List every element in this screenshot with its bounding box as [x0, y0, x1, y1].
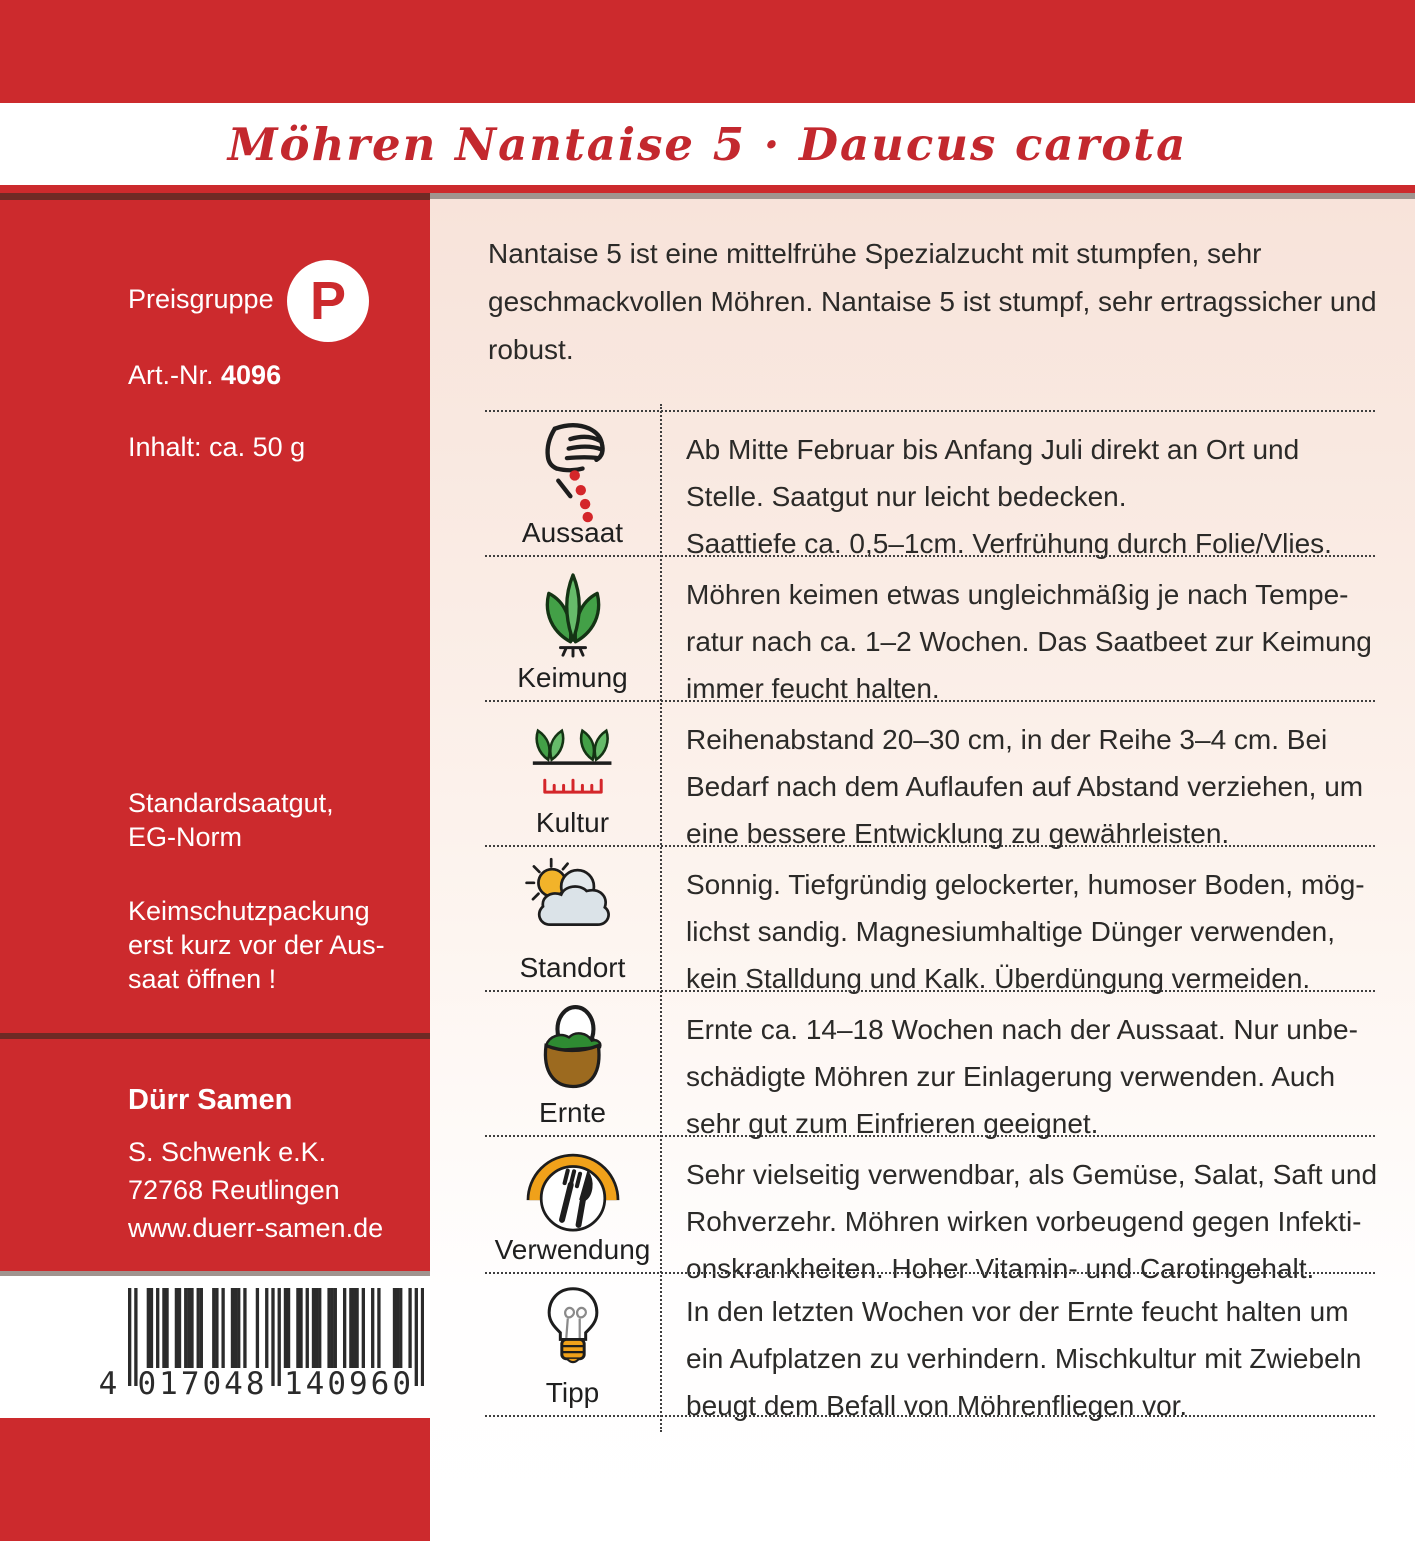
row-text — [660, 412, 1375, 567]
row-label: Ernte — [539, 1097, 606, 1128]
text-line: ein Aufplatzen zu verhindern. Mischkultur mit Zwiebeln — [686, 1343, 1362, 1374]
text-line: Stelle. Saatgut nur leicht bedecken. — [686, 481, 1127, 512]
lightbulb-icon — [485, 1282, 660, 1376]
address-line2: 72768 Reutlingen — [128, 1175, 340, 1205]
price-group-badge — [287, 260, 369, 342]
text-line: kein Stalldung und Kalk. Überdüngung vermeiden. — [686, 963, 1311, 994]
row-text — [660, 557, 1375, 712]
content-weight: Inhalt: ca. 50 g — [128, 432, 306, 462]
text-line: Möhren keimen etwas ungleichmäßig je nach Tempe- — [686, 579, 1349, 610]
row-text — [660, 847, 1375, 1002]
seed-norm-line1: Standardsaatgut, — [128, 788, 334, 818]
germination-note-line1: Keimschutzpackung — [128, 896, 370, 926]
barcode-digit-lead: 4 — [98, 1366, 118, 1402]
table-row-ernte — [485, 990, 1375, 1139]
seed-norm-line2: EG-Norm — [128, 822, 242, 852]
sprout-icon — [485, 565, 660, 661]
barcode-digits-group2: 140960 — [284, 1366, 414, 1402]
bottom-red-block — [0, 1418, 430, 1541]
sowing-hand-icon — [485, 420, 660, 524]
text-line: immer feucht halten. — [686, 673, 940, 704]
text-line: Reihenabstand 20–30 cm, in der Reihe 3–4 cm. Bei — [686, 724, 1328, 755]
address-block — [0, 1039, 430, 1271]
text-line: schädigte Möhren zur Einlagerung verwenden. Auch — [686, 1061, 1336, 1092]
info-table — [485, 410, 1378, 1421]
harvest-basket-icon — [485, 1000, 660, 1096]
table-row-standort — [485, 845, 1375, 994]
text-line: Saattiefe ca. 0,5–1cm. Verfrühung durch Folie/Vlies. — [686, 528, 1332, 559]
row-label: Verwendung — [494, 1234, 651, 1265]
intro-line: Nantaise 5 ist eine mittelfrühe Spezialzucht mit stumpfen, sehr — [488, 238, 1262, 269]
row-label: Keimung — [517, 662, 628, 693]
text-line: Sehr vielseitig verwendbar, als Gemüse, Salat, Saft und — [686, 1159, 1378, 1190]
text-line: onskrankheiten. Hoher Vitamin- und Carotingehalt. — [686, 1253, 1315, 1284]
text-line: Bedarf nach dem Auflaufen auf Abstand verziehen, um — [686, 771, 1364, 802]
preisgruppe-label: Preisgruppe — [128, 284, 274, 314]
barcode — [0, 1276, 430, 1418]
text-line: eine bessere Entwicklung zu gewährleisten. — [686, 818, 1230, 849]
row-text — [660, 992, 1375, 1147]
text-line: beugt dem Befall von Möhrenfliegen vor. — [686, 1390, 1188, 1421]
text-line: Ernte ca. 14–18 Wochen nach der Aussaat. Nur unbe- — [686, 1014, 1358, 1045]
company-name: Dürr Samen — [128, 1084, 293, 1116]
page-title: Möhren Nantaise 5 · Daucus carota — [227, 117, 1188, 171]
row-text — [660, 1274, 1375, 1429]
text-line: ratur nach ca. 1–2 Wochen. Das Saatbeet zur Keimung — [686, 626, 1372, 657]
sidebar — [0, 200, 430, 1033]
article-number-label: Art.-Nr. — [128, 360, 214, 390]
red-strip — [0, 185, 1415, 193]
row-label: Aussaat — [521, 517, 624, 548]
row-spacing-icon — [485, 710, 660, 806]
text-line: Rohverzehr. Möhren wirken vorbeugend gegen Infekti- — [686, 1206, 1362, 1237]
text-line: Ab Mitte Februar bis Anfang Juli direkt an Ort und — [686, 434, 1300, 465]
address-line1: S. Schwenk e.K. — [128, 1137, 327, 1167]
website-url: www.duerr-samen.de — [128, 1213, 384, 1243]
table-row-tipp — [485, 1272, 1375, 1421]
article-number-value: 4096 — [221, 360, 282, 390]
germination-note-line2: erst kurz vor der Aus- — [128, 930, 385, 960]
table-row-kultur — [485, 700, 1375, 849]
intro-line: robust. — [488, 334, 574, 365]
table-row-keimung — [485, 555, 1375, 704]
text-line: Sonnig. Tiefgründig gelockerter, humoser Boden, mög- — [686, 869, 1365, 900]
germination-note-line3: saat öffnen ! — [128, 964, 277, 994]
intro-line: geschmackvollen Möhren. Nantaise 5 ist stumpf, sehr ertragssicher und — [488, 286, 1377, 317]
title-band — [0, 103, 1415, 185]
text-line: In den letzten Wochen vor der Ernte feucht halten um — [686, 1296, 1349, 1327]
text-line: lichst sandig. Magnesiumhaltige Dünger verwenden, — [686, 916, 1336, 947]
dark-red-divider — [0, 193, 430, 200]
row-text — [660, 702, 1375, 857]
top-red-bar — [0, 0, 1415, 103]
text-line: sehr gut zum Einfrieren geeignet. — [686, 1108, 1099, 1139]
barcode-digits-group1: 017048 — [137, 1366, 268, 1402]
sun-cloud-icon — [485, 855, 660, 947]
intro-paragraph — [488, 230, 1377, 374]
row-text — [660, 1137, 1378, 1292]
table-row-verwendung — [485, 1135, 1378, 1284]
row-label: Tipp — [545, 1377, 600, 1408]
article-number-line — [128, 358, 281, 392]
price-group-letter: P — [309, 271, 347, 331]
row-label: Kultur — [535, 807, 610, 838]
row-label: Standort — [519, 952, 626, 983]
table-row-aussaat — [485, 410, 1375, 559]
cutlery-plate-icon — [485, 1145, 660, 1237]
